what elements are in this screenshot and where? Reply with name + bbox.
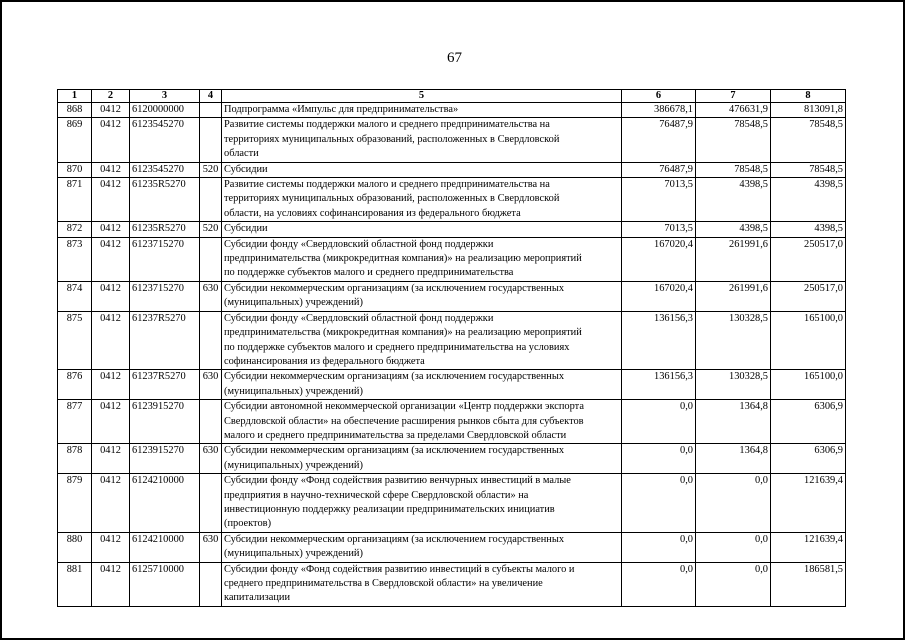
target-article-cell: 61235R5270 (130, 178, 200, 222)
section-code-cell: 0412 (92, 400, 130, 444)
amount-col8-cell: 813091,8 (771, 103, 846, 118)
table-row (58, 474, 846, 533)
description-line: (муниципальных) учреждений) (224, 548, 363, 560)
description-cell (222, 400, 622, 444)
row-number-cell: 869 (58, 118, 92, 162)
amount-col8-cell: 250517,0 (771, 237, 846, 281)
target-article-cell: 61235R5270 (130, 222, 200, 237)
amount-col6-cell: 0,0 (622, 400, 696, 444)
amount-col7-cell: 1364,8 (696, 444, 771, 474)
description-line: (муниципальных) учреждений) (224, 385, 363, 397)
expense-type-cell (200, 118, 222, 162)
section-code-cell: 0412 (92, 532, 130, 562)
description-line: Развитие системы поддержки малого и среднего предпринимательства на (224, 119, 550, 131)
description-line: капитализации (224, 592, 291, 604)
amount-col8-cell: 6306,9 (771, 444, 846, 474)
table-body (58, 103, 846, 607)
amount-col8-cell: 4398,5 (771, 178, 846, 222)
target-article-cell: 6124210000 (130, 474, 200, 533)
column-header: 5 (222, 90, 622, 103)
description-line: Субсидии (224, 223, 268, 235)
description-cell (222, 162, 622, 177)
description-cell (222, 222, 622, 237)
section-code-cell: 0412 (92, 444, 130, 474)
row-number-cell: 874 (58, 281, 92, 311)
description-line: Развитие системы поддержки малого и среднего предпринимательства на (224, 179, 550, 191)
expense-type-cell: 630 (200, 281, 222, 311)
amount-col6-cell: 76487,9 (622, 118, 696, 162)
description-line: Субсидии некоммерческим организациям (за исключением государственных (224, 445, 565, 457)
description-line: Субсидии фонду «Фонд содействия развитию инвестиций в субъекты малого и (224, 563, 575, 575)
amount-col7-cell: 0,0 (696, 532, 771, 562)
table-row (58, 222, 846, 237)
target-article-cell: 6120000000 (130, 103, 200, 118)
row-number-cell: 870 (58, 162, 92, 177)
description-cell (222, 178, 622, 222)
amount-col8-cell: 78548,5 (771, 118, 846, 162)
target-article-cell: 6123915270 (130, 400, 200, 444)
amount-col6-cell: 0,0 (622, 444, 696, 474)
row-number-cell: 875 (58, 311, 92, 370)
page-number: 67 (447, 50, 462, 66)
description-line: предпринимательства (микрокредитная компания)» на реализацию мероприятий (224, 253, 582, 265)
table-row (58, 178, 846, 222)
target-article-cell: 61237R5270 (130, 370, 200, 400)
description-line: предпринимательства (микрокредитная компания)» на реализацию мероприятий (224, 327, 582, 339)
amount-col7-cell: 78548,5 (696, 162, 771, 177)
amount-col8-cell: 121639,4 (771, 532, 846, 562)
column-header: 2 (92, 90, 130, 103)
column-header: 8 (771, 90, 846, 103)
amount-col8-cell: 121639,4 (771, 474, 846, 533)
target-article-cell: 6123545270 (130, 118, 200, 162)
amount-col8-cell: 78548,5 (771, 162, 846, 177)
section-code-cell: 0412 (92, 118, 130, 162)
amount-col6-cell: 167020,4 (622, 281, 696, 311)
description-cell (222, 370, 622, 400)
description-line: Субсидии фонду «Фонд содействия развитию венчурных инвестиций в малые (224, 475, 571, 487)
section-code-cell: 0412 (92, 370, 130, 400)
description-line: Свердловской области» на обеспечение расширения рынков сбыта для субъектов (224, 415, 584, 427)
expense-type-cell: 630 (200, 444, 222, 474)
section-code-cell: 0412 (92, 311, 130, 370)
section-code-cell: 0412 (92, 474, 130, 533)
amount-col8-cell: 165100,0 (771, 311, 846, 370)
row-number-cell: 871 (58, 178, 92, 222)
amount-col8-cell: 6306,9 (771, 400, 846, 444)
budget-table (57, 89, 846, 607)
description-line: территориях муниципальных образований, расположенных в Свердловской (224, 193, 560, 205)
row-number-cell: 872 (58, 222, 92, 237)
description-cell (222, 118, 622, 162)
row-number-cell: 880 (58, 532, 92, 562)
description-cell (222, 311, 622, 370)
description-line: инвестиционную поддержку реализации предпринимательских инициатив (224, 503, 555, 515)
amount-col7-cell: 261991,6 (696, 281, 771, 311)
amount-col6-cell: 167020,4 (622, 237, 696, 281)
row-number-cell: 876 (58, 370, 92, 400)
amount-col6-cell: 386678,1 (622, 103, 696, 118)
amount-col7-cell: 78548,5 (696, 118, 771, 162)
expense-type-cell (200, 474, 222, 533)
amount-col6-cell: 136156,3 (622, 311, 696, 370)
expense-type-cell (200, 178, 222, 222)
expense-type-cell: 520 (200, 222, 222, 237)
description-line: Субсидии некоммерческим организациям (за исключением государственных (224, 371, 565, 383)
description-line: Субсидии фонду «Свердловский областной фонд поддержки (224, 312, 494, 324)
section-code-cell: 0412 (92, 222, 130, 237)
description-line: софинансирования из федерального бюджета (224, 355, 425, 367)
amount-col6-cell: 0,0 (622, 562, 696, 606)
table-row (58, 400, 846, 444)
description-cell (222, 103, 622, 118)
table-row (58, 103, 846, 118)
expense-type-cell (200, 237, 222, 281)
column-header: 1 (58, 90, 92, 103)
expense-type-cell (200, 400, 222, 444)
description-cell (222, 562, 622, 606)
table-row (58, 311, 846, 370)
description-line: области (224, 148, 259, 160)
target-article-cell: 6123715270 (130, 281, 200, 311)
row-number-cell: 879 (58, 474, 92, 533)
row-number-cell: 868 (58, 103, 92, 118)
column-header: 3 (130, 90, 200, 103)
table-row (58, 532, 846, 562)
description-line: территориях муниципальных образований, расположенных в Свердловской (224, 133, 560, 145)
description-cell (222, 237, 622, 281)
table-row (58, 118, 846, 162)
row-number-cell: 877 (58, 400, 92, 444)
amount-col6-cell: 0,0 (622, 532, 696, 562)
table-row (58, 162, 846, 177)
description-line: области, на условиях софинансирования из федерального бюджета (224, 207, 521, 219)
section-code-cell: 0412 (92, 103, 130, 118)
amount-col7-cell: 476631,9 (696, 103, 771, 118)
description-line: Субсидии (224, 163, 268, 175)
description-line: (муниципальных) учреждений) (224, 459, 363, 471)
target-article-cell: 6123715270 (130, 237, 200, 281)
section-code-cell: 0412 (92, 562, 130, 606)
description-cell (222, 281, 622, 311)
row-number-cell: 873 (58, 237, 92, 281)
target-article-cell: 6124210000 (130, 532, 200, 562)
amount-col7-cell: 4398,5 (696, 222, 771, 237)
section-code-cell: 0412 (92, 237, 130, 281)
amount-col7-cell: 0,0 (696, 562, 771, 606)
description-cell (222, 474, 622, 533)
table-row (58, 281, 846, 311)
amount-col6-cell: 7013,5 (622, 178, 696, 222)
amount-col6-cell: 7013,5 (622, 222, 696, 237)
amount-col7-cell: 130328,5 (696, 370, 771, 400)
description-line: Субсидии фонду «Свердловский областной фонд поддержки (224, 238, 494, 250)
amount-col8-cell: 4398,5 (771, 222, 846, 237)
amount-col6-cell: 76487,9 (622, 162, 696, 177)
description-line: малого и среднего предпринимательства за пределами Свердловской области (224, 429, 567, 441)
amount-col7-cell: 1364,8 (696, 400, 771, 444)
section-code-cell: 0412 (92, 178, 130, 222)
column-header: 6 (622, 90, 696, 103)
amount-col8-cell: 165100,0 (771, 370, 846, 400)
description-line: Субсидии некоммерческим организациям (за исключением государственных (224, 282, 565, 294)
section-code-cell: 0412 (92, 281, 130, 311)
table-row (58, 370, 846, 400)
description-cell (222, 444, 622, 474)
description-line: Подпрограмма «Импульс для предпринимательства» (224, 104, 459, 115)
section-code-cell: 0412 (92, 162, 130, 177)
row-number-cell: 878 (58, 444, 92, 474)
amount-col6-cell: 136156,3 (622, 370, 696, 400)
description-line: (проектов) (224, 518, 272, 530)
amount-col6-cell: 0,0 (622, 474, 696, 533)
amount-col7-cell: 261991,6 (696, 237, 771, 281)
target-article-cell: 61237R5270 (130, 311, 200, 370)
table-row (58, 562, 846, 606)
row-number-cell: 881 (58, 562, 92, 606)
description-cell (222, 532, 622, 562)
target-article-cell: 6123915270 (130, 444, 200, 474)
expense-type-cell: 630 (200, 532, 222, 562)
amount-col7-cell: 0,0 (696, 474, 771, 533)
amount-col8-cell: 250517,0 (771, 281, 846, 311)
expense-type-cell (200, 103, 222, 118)
expense-type-cell (200, 311, 222, 370)
column-header: 4 (200, 90, 222, 103)
description-line: Субсидии автономной некоммерческой организации «Центр поддержки экспорта (224, 401, 584, 413)
column-header: 7 (696, 90, 771, 103)
description-line: среднего предпринимательства в Свердловской области» на увеличение (224, 578, 543, 589)
description-line: по поддержке субъектов малого и среднего предпринимательства на условиях (224, 341, 570, 353)
expense-type-cell: 520 (200, 162, 222, 177)
expense-type-cell: 630 (200, 370, 222, 400)
amount-col7-cell: 4398,5 (696, 178, 771, 222)
amount-col7-cell: 130328,5 (696, 311, 771, 370)
table-row (58, 237, 846, 281)
table-row (58, 444, 846, 474)
target-article-cell: 6123545270 (130, 162, 200, 177)
expense-type-cell (200, 562, 222, 606)
header-row (58, 90, 846, 103)
description-line: Субсидии некоммерческим организациям (за исключением государственных (224, 533, 565, 545)
description-line: предприятия в научно-технической сфере Свердловской области» на (224, 489, 529, 501)
amount-col8-cell: 186581,5 (771, 562, 846, 606)
description-line: (муниципальных) учреждений) (224, 297, 363, 309)
description-line: по поддержке субъектов малого и среднего предпринимательства (224, 267, 514, 279)
target-article-cell: 6125710000 (130, 562, 200, 606)
